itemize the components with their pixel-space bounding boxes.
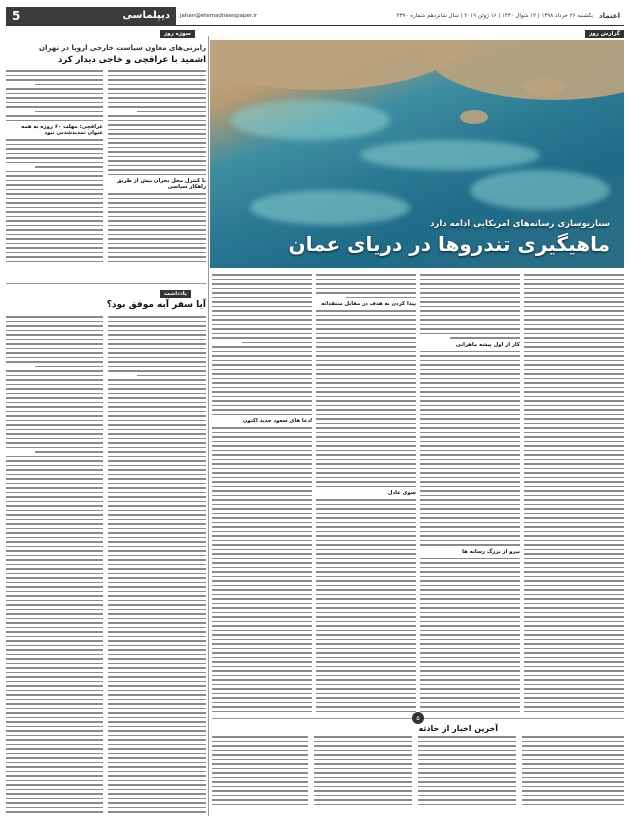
satellite-photo [210,40,624,268]
lead-title: ماهیگیری تندروها در دریای عمان [288,232,610,256]
left-top-sub-2: با کنترل محل بحران بیش از طریق راهکار سیاسی [116,178,206,190]
note-label: یادداشت [160,290,191,298]
section-banner [6,7,176,25]
main-sub-5: نیرو از بزرگ رسانه ها [462,548,520,555]
masthead [6,6,624,26]
bottom-col-3 [418,736,516,816]
main-col-1 [212,274,312,714]
left-bottom-title: آیا سفر آبه موفق بود؟ [106,300,206,310]
main-col-3 [420,274,520,714]
left-top-kicker: رایزنی‌های معاون سیاست خارجی اروپا در تهران [38,44,206,52]
main-col-4 [524,274,624,714]
bottom-col-4 [522,736,624,816]
left-top-col-2 [108,70,206,280]
bottom-col-1 [212,736,308,816]
left-bottom-col-1 [6,316,103,816]
bottom-box-title: آخرین اخبار از حادثه [418,724,498,733]
left-top-sub: عراقچی: مهلت ۶۰ روزه به همه عنوان تمدیدشدنی نبود [21,124,103,136]
left-top-col-1 [6,70,103,280]
lead-headline [289,219,610,256]
bottom-col-2 [314,736,412,816]
left-bottom-col-2 [108,316,206,816]
main-sub-3: ادعا های سعود جدید اکنون [242,418,312,424]
section-title: دیپلماسی [122,10,170,21]
left-top-title: اشمید با عراقچی و خاجی دیدار کرد [58,55,206,65]
lead-kicker: سناریوسازی رسانه‌های امریکایی ادامه دارد [430,219,610,229]
page-number: 5 [12,8,21,23]
main-sub-2: کار از اول پیشه ماهرانی [455,341,520,348]
newspaper-logo: اعتماد [599,11,620,20]
news-label: سوژه روز [160,30,195,38]
main-col-2 [316,274,416,714]
main-sub-1: پیدا کردن به هدف در مقابل منتقدانه [321,301,416,307]
report-label: گزارش روز [585,30,624,38]
page-badge: ۵ [412,712,424,724]
section-email: jahan@etemadnewspaper.ir [180,12,258,19]
issue-date: یکشنبه ۲۶ خرداد ۱۳۹۸ | ۱۲ شوال ۱۴۴۰ | ۱۶ ژوئن ۲۰۱۹ | سال شانزدهم شماره ۴۳۷۰ [396,12,594,19]
main-sub-4: سوی عادل [387,490,416,496]
